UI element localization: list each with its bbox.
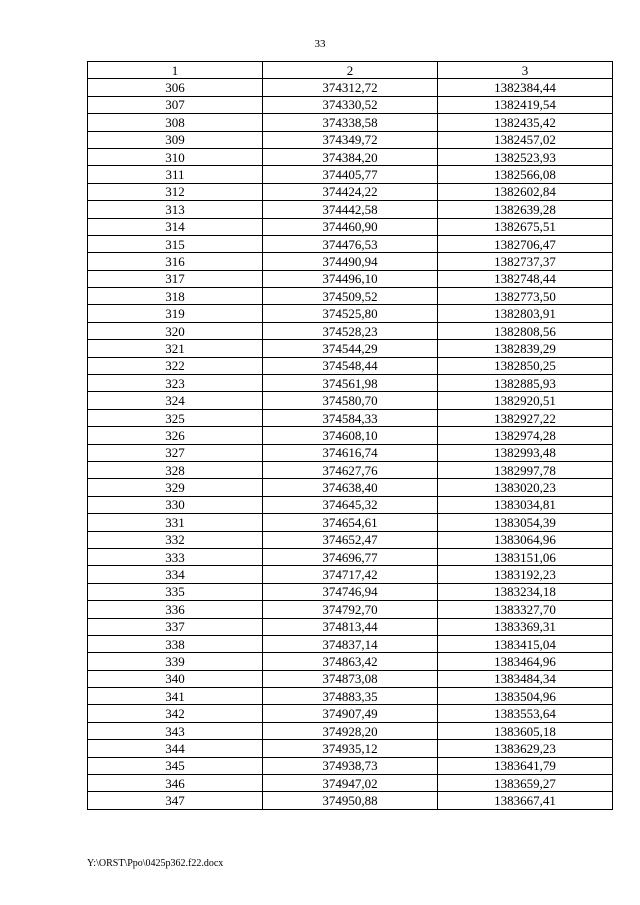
point-number-cell: 337: [88, 618, 263, 635]
y-coordinate-cell: 1383641,79: [438, 757, 613, 774]
table-row: [88, 722, 613, 739]
y-coordinate-cell: 1382927,22: [438, 409, 613, 426]
y-coordinate-cell: 1382773,50: [438, 288, 613, 305]
y-coordinate-cell: 1383034,81: [438, 496, 613, 513]
x-coordinate-cell: 374442,58: [263, 201, 438, 218]
table-row: [88, 635, 613, 652]
page-number: 33: [314, 38, 326, 50]
y-coordinate-cell: 1382639,28: [438, 201, 613, 218]
y-coordinate-cell: 1383054,39: [438, 514, 613, 531]
x-coordinate-cell: 374338,58: [263, 114, 438, 131]
table-row: [88, 496, 613, 513]
x-coordinate-cell: 374460,90: [263, 218, 438, 235]
table-row: [88, 618, 613, 635]
point-number-cell: 320: [88, 322, 263, 339]
y-coordinate-cell: 1382384,44: [438, 79, 613, 96]
x-coordinate-cell: 374384,20: [263, 148, 438, 165]
point-number-cell: 341: [88, 688, 263, 705]
x-coordinate-cell: 374561,98: [263, 375, 438, 392]
y-coordinate-cell: 1382457,02: [438, 131, 613, 148]
point-number-cell: 346: [88, 775, 263, 792]
table-row: [88, 601, 613, 618]
point-number-cell: 336: [88, 601, 263, 618]
table-row: [88, 775, 613, 792]
table-row: [88, 461, 613, 478]
point-number-cell: 327: [88, 444, 263, 461]
point-number-cell: 330: [88, 496, 263, 513]
table-row: [88, 375, 613, 392]
table-row: [88, 427, 613, 444]
point-number-cell: 342: [88, 705, 263, 722]
point-number-cell: 329: [88, 479, 263, 496]
point-number-cell: 326: [88, 427, 263, 444]
document-path-footer: Y:\ORST\Ppo\0425p362.f22.docx: [87, 858, 224, 869]
table-row: [88, 131, 613, 148]
y-coordinate-cell: 1382435,42: [438, 114, 613, 131]
x-coordinate-cell: 374950,88: [263, 792, 438, 809]
table-row: [88, 514, 613, 531]
point-number-cell: 332: [88, 531, 263, 548]
point-number-cell: 312: [88, 183, 263, 200]
x-coordinate-cell: 374717,42: [263, 566, 438, 583]
point-number-cell: 340: [88, 670, 263, 687]
y-coordinate-cell: 1382803,91: [438, 305, 613, 322]
column-header: 3: [438, 62, 613, 79]
point-number-cell: 317: [88, 270, 263, 287]
point-number-cell: 307: [88, 96, 263, 113]
table-row: [88, 409, 613, 426]
x-coordinate-cell: 374528,23: [263, 322, 438, 339]
x-coordinate-cell: 374496,10: [263, 270, 438, 287]
y-coordinate-cell: 1383605,18: [438, 722, 613, 739]
x-coordinate-cell: 374405,77: [263, 166, 438, 183]
table-row: [88, 688, 613, 705]
x-coordinate-cell: 374312,72: [263, 79, 438, 96]
point-number-cell: 325: [88, 409, 263, 426]
x-coordinate-cell: 374652,47: [263, 531, 438, 548]
x-coordinate-cell: 374349,72: [263, 131, 438, 148]
x-coordinate-cell: 374938,73: [263, 757, 438, 774]
point-number-cell: 343: [88, 722, 263, 739]
y-coordinate-cell: 1383020,23: [438, 479, 613, 496]
x-coordinate-cell: 374935,12: [263, 740, 438, 757]
table-row: [88, 166, 613, 183]
y-coordinate-cell: 1383553,64: [438, 705, 613, 722]
x-coordinate-cell: 374947,02: [263, 775, 438, 792]
point-number-cell: 308: [88, 114, 263, 131]
y-coordinate-cell: 1383504,96: [438, 688, 613, 705]
table-row: [88, 531, 613, 548]
point-number-cell: 335: [88, 583, 263, 600]
x-coordinate-cell: 374928,20: [263, 722, 438, 739]
y-coordinate-cell: 1383415,04: [438, 635, 613, 652]
x-coordinate-cell: 374548,44: [263, 357, 438, 374]
y-coordinate-cell: 1382850,25: [438, 357, 613, 374]
point-number-cell: 324: [88, 392, 263, 409]
point-number-cell: 347: [88, 792, 263, 809]
table-row: [88, 114, 613, 131]
table-row: [88, 583, 613, 600]
y-coordinate-cell: 1382706,47: [438, 235, 613, 252]
table-row: [88, 444, 613, 461]
x-coordinate-cell: 374490,94: [263, 253, 438, 270]
x-coordinate-cell: 374616,74: [263, 444, 438, 461]
point-number-cell: 323: [88, 375, 263, 392]
x-coordinate-cell: 374608,10: [263, 427, 438, 444]
y-coordinate-cell: 1382920,51: [438, 392, 613, 409]
y-coordinate-cell: 1383192,23: [438, 566, 613, 583]
x-coordinate-cell: 374654,61: [263, 514, 438, 531]
y-coordinate-cell: 1382974,28: [438, 427, 613, 444]
y-coordinate-cell: 1383629,23: [438, 740, 613, 757]
table-row: [88, 340, 613, 357]
x-coordinate-cell: 374792,70: [263, 601, 438, 618]
table-row: [88, 288, 613, 305]
y-coordinate-cell: 1382839,29: [438, 340, 613, 357]
table-row: [88, 253, 613, 270]
x-coordinate-cell: 374696,77: [263, 548, 438, 565]
x-coordinate-cell: 374476,53: [263, 235, 438, 252]
y-coordinate-cell: 1383064,96: [438, 531, 613, 548]
point-number-cell: 321: [88, 340, 263, 357]
y-coordinate-cell: 1383234,18: [438, 583, 613, 600]
column-header: 2: [263, 62, 438, 79]
y-coordinate-cell: 1382566,08: [438, 166, 613, 183]
table-row: [88, 566, 613, 583]
table-row: [88, 322, 613, 339]
table-row: [88, 357, 613, 374]
y-coordinate-cell: 1383369,31: [438, 618, 613, 635]
y-coordinate-cell: 1382737,37: [438, 253, 613, 270]
x-coordinate-cell: 374627,76: [263, 461, 438, 478]
table-row: [88, 705, 613, 722]
x-coordinate-cell: 374883,35: [263, 688, 438, 705]
table-row: [88, 740, 613, 757]
x-coordinate-cell: 374509,52: [263, 288, 438, 305]
table-row: [88, 653, 613, 670]
point-number-cell: 333: [88, 548, 263, 565]
y-coordinate-cell: 1383327,70: [438, 601, 613, 618]
x-coordinate-cell: 374907,49: [263, 705, 438, 722]
table-row: [88, 479, 613, 496]
point-number-cell: 331: [88, 514, 263, 531]
x-coordinate-cell: 374580,70: [263, 392, 438, 409]
table-row: [88, 670, 613, 687]
table-row: [88, 270, 613, 287]
x-coordinate-cell: 374525,80: [263, 305, 438, 322]
y-coordinate-cell: 1383667,41: [438, 792, 613, 809]
table-row: [88, 757, 613, 774]
point-number-cell: 316: [88, 253, 263, 270]
point-number-cell: 345: [88, 757, 263, 774]
y-coordinate-cell: 1382997,78: [438, 461, 613, 478]
x-coordinate-cell: 374746,94: [263, 583, 438, 600]
point-number-cell: 339: [88, 653, 263, 670]
point-number-cell: 318: [88, 288, 263, 305]
point-number-cell: 319: [88, 305, 263, 322]
x-coordinate-cell: 374424,22: [263, 183, 438, 200]
x-coordinate-cell: 374873,08: [263, 670, 438, 687]
x-coordinate-cell: 374638,40: [263, 479, 438, 496]
table-row: [88, 548, 613, 565]
table-row: [88, 218, 613, 235]
table-row: [88, 148, 613, 165]
y-coordinate-cell: 1383484,34: [438, 670, 613, 687]
x-coordinate-cell: 374584,33: [263, 409, 438, 426]
table-row: [88, 235, 613, 252]
point-number-cell: 310: [88, 148, 263, 165]
table-row: [88, 305, 613, 322]
column-header: 1: [88, 62, 263, 79]
y-coordinate-cell: 1382885,93: [438, 375, 613, 392]
point-number-cell: 313: [88, 201, 263, 218]
point-number-cell: 322: [88, 357, 263, 374]
table-row: [88, 96, 613, 113]
table-row: [88, 392, 613, 409]
y-coordinate-cell: 1382808,56: [438, 322, 613, 339]
table-row: [88, 183, 613, 200]
table-row: [88, 201, 613, 218]
table-header-row: [88, 62, 613, 79]
x-coordinate-cell: 374837,14: [263, 635, 438, 652]
y-coordinate-cell: 1382602,84: [438, 183, 613, 200]
table-row: [88, 792, 613, 809]
point-number-cell: 328: [88, 461, 263, 478]
y-coordinate-cell: 1382748,44: [438, 270, 613, 287]
point-number-cell: 315: [88, 235, 263, 252]
x-coordinate-cell: 374813,44: [263, 618, 438, 635]
point-number-cell: 334: [88, 566, 263, 583]
y-coordinate-cell: 1382419,54: [438, 96, 613, 113]
point-number-cell: 344: [88, 740, 263, 757]
point-number-cell: 338: [88, 635, 263, 652]
y-coordinate-cell: 1383151,06: [438, 548, 613, 565]
x-coordinate-cell: 374645,32: [263, 496, 438, 513]
x-coordinate-cell: 374544,29: [263, 340, 438, 357]
y-coordinate-cell: 1382993,48: [438, 444, 613, 461]
y-coordinate-cell: 1383659,27: [438, 775, 613, 792]
point-number-cell: 311: [88, 166, 263, 183]
point-number-cell: 314: [88, 218, 263, 235]
table-row: [88, 79, 613, 96]
x-coordinate-cell: 374863,42: [263, 653, 438, 670]
coordinates-table: [87, 61, 613, 810]
y-coordinate-cell: 1383464,96: [438, 653, 613, 670]
y-coordinate-cell: 1382523,93: [438, 148, 613, 165]
y-coordinate-cell: 1382675,51: [438, 218, 613, 235]
x-coordinate-cell: 374330,52: [263, 96, 438, 113]
point-number-cell: 309: [88, 131, 263, 148]
point-number-cell: 306: [88, 79, 263, 96]
